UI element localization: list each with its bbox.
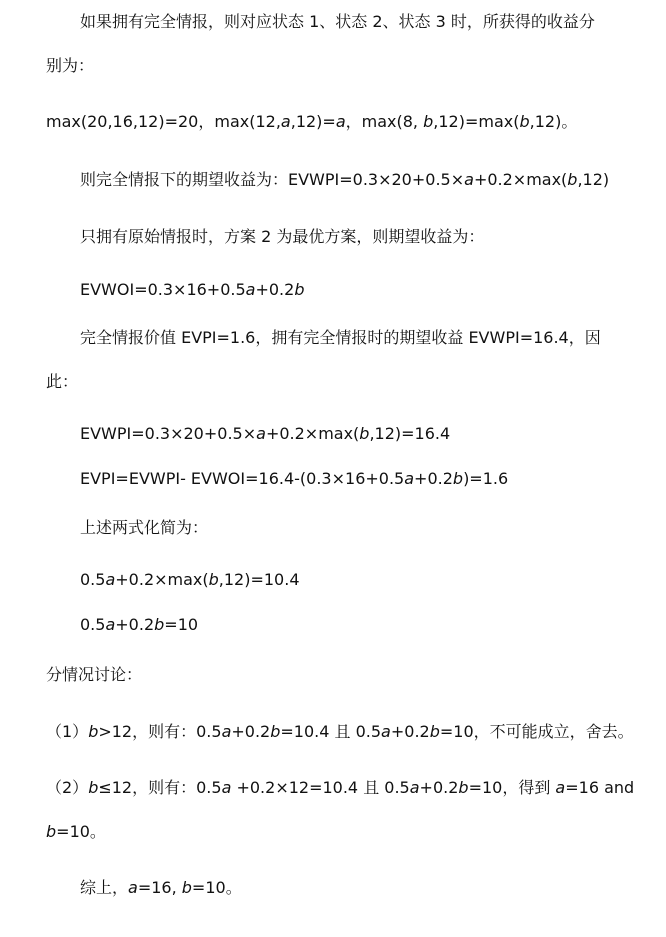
- paragraph-full-info-line2: 别为：: [46, 56, 95, 75]
- case-2-line1: （2）b≤12，则有：0.5a +0.2×12=10.4 且 0.5a+0.2b=10，得到 a=16 and: [46, 778, 635, 797]
- paragraph-evpi-line1: 完全情报价值 EVPI=1.6，拥有完全情报时的期望收益 EVWPI=16.4，因: [80, 328, 601, 347]
- paragraph-full-info-line1: 如果拥有完全情报，则对应状态 1、状态 2、状态 3 时，所获得的收益分: [80, 12, 595, 31]
- original-info-line: 只拥有原始情报时，方案 2 为最优方案，则期望收益为：: [80, 227, 485, 246]
- simplified-equation-2: 0.5a+0.2b=10: [80, 615, 199, 634]
- conclusion-line: 综上，a=16, b=10。: [80, 878, 242, 897]
- paragraph-evpi-line2: 此：: [46, 372, 79, 391]
- simplified-equation-1: 0.5a+0.2×max(b,12)=10.4: [80, 570, 300, 589]
- simplify-line: 上述两式化简为：: [80, 518, 209, 537]
- case-discussion-heading: 分情况讨论：: [46, 665, 143, 684]
- evwoi-formula: EVWOI=0.3×16+0.5a+0.2b: [80, 280, 305, 299]
- case-2-line2: b=10。: [46, 822, 106, 841]
- evpi-equation: EVPI=EVWPI- EVWOI=16.4-(0.3×16+0.5a+0.2b)=1.6: [80, 469, 509, 488]
- max-values-line: max(20,16,12)=20，max(12,a,12)=a，max(8, b,12)=max(b,12)。: [46, 112, 578, 131]
- evwpi-intro-line: 则完全情报下的期望收益为：EVWPI=0.3×20+0.5×a+0.2×max(b,12): [80, 170, 610, 189]
- case-1-line: （1）b>12，则有：0.5a+0.2b=10.4 且 0.5a+0.2b=10，不可能成立，舍去。: [46, 722, 634, 741]
- evwpi-equation: EVWPI=0.3×20+0.5×a+0.2×max(b,12)=16.4: [80, 424, 451, 443]
